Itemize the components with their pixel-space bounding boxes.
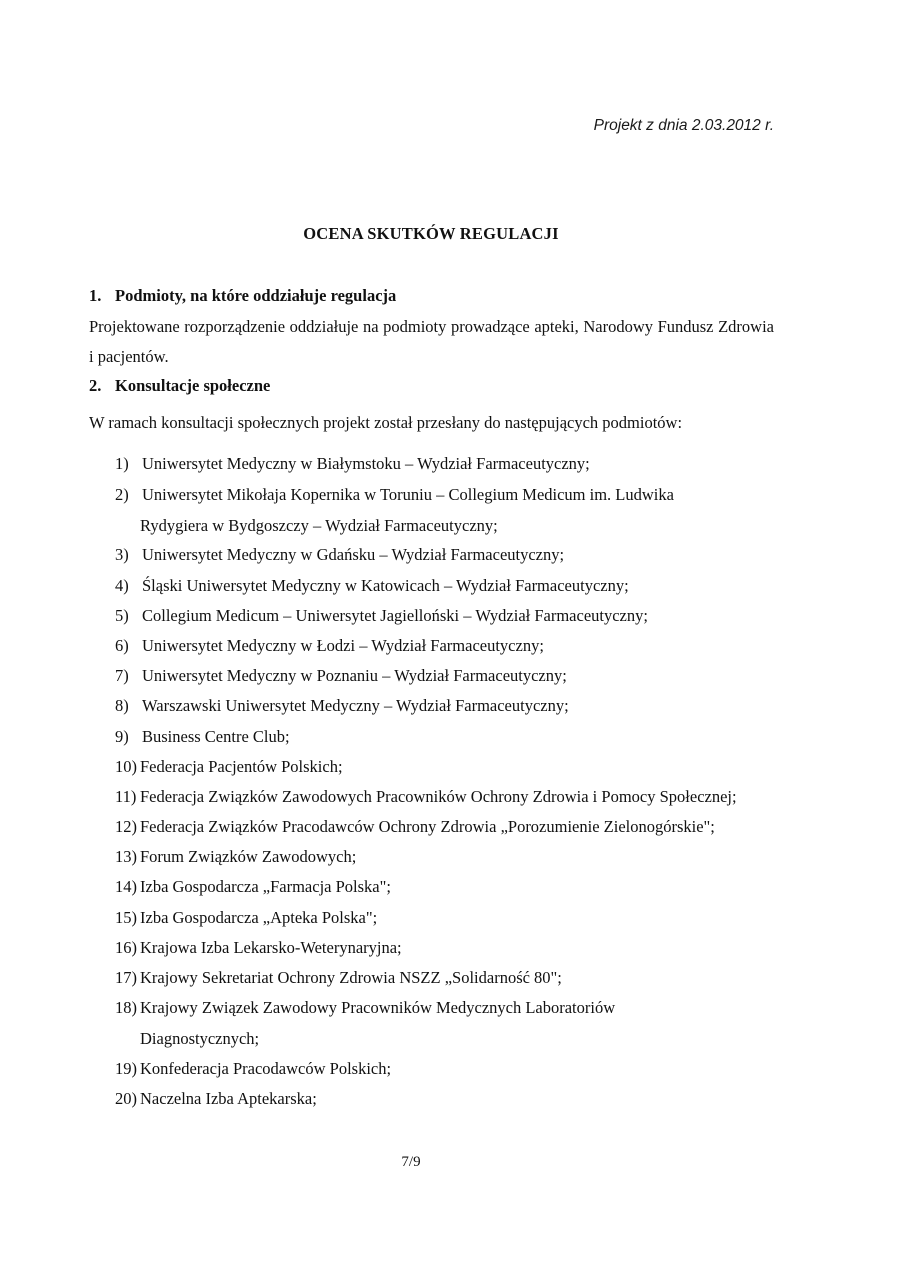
document-title: OCENA SKUTKÓW REGULACJI [303, 224, 559, 243]
list-item-number: 13) [115, 847, 137, 866]
project-date: Projekt z dnia 2.03.2012 r. [593, 117, 774, 134]
list-item-text: Uniwersytet Medyczny w Łodzi – Wydział Farmaceutyczny; [142, 636, 544, 655]
list-item [115, 998, 615, 1049]
list-item-number: 2) [115, 485, 129, 504]
list-item-text: Izba Gospodarcza „Apteka Polska"; [140, 908, 378, 927]
list-item-number: 8) [115, 696, 129, 715]
list-item-text: Uniwersytet Medyczny w Gdańsku – Wydział Farmaceutyczny; [142, 545, 565, 564]
list-item-number: 14) [115, 877, 137, 896]
list-item [115, 666, 567, 686]
list-item-number: 10) [115, 757, 137, 776]
list-item-text: Krajowy Związek Zawodowy Pracowników Medycznych Laboratoriów [140, 998, 616, 1017]
list-item [115, 847, 356, 867]
list-item-text: Uniwersytet Medyczny w Poznaniu – Wydział Farmaceutyczny; [142, 666, 567, 685]
section-2-number: 2. [89, 376, 102, 395]
section-1-number: 1. [89, 286, 102, 305]
list-item [115, 576, 629, 596]
list-item [115, 1089, 317, 1109]
list-item-number: 15) [115, 908, 137, 927]
list-item-text: Izba Gospodarcza „Farmacja Polska"; [140, 877, 391, 896]
list-item-number: 11) [115, 787, 137, 806]
list-item-text: Federacja Pacjentów Polskich; [140, 757, 343, 776]
section-1-title: Podmioty, na które oddziałuje regulacja [115, 286, 397, 305]
list-item-text: Naczelna Izba Aptekarska; [140, 1089, 317, 1108]
list-item-number: 17) [115, 968, 137, 987]
section-1-heading [89, 286, 396, 306]
list-item [115, 454, 590, 474]
list-item-text: Warszawski Uniwersytet Medyczny – Wydział Farmaceutyczny; [142, 696, 569, 715]
list-item [115, 1059, 391, 1079]
list-item [115, 787, 737, 807]
list-item-number: 6) [115, 636, 129, 655]
list-item-number: 18) [115, 998, 137, 1017]
section-1-paragraph: Projektowane rozporządzenie oddziałuje na podmioty prowadzące apteki, Narodowy Fundusz Zdrowia i pacjentów. [89, 317, 774, 366]
section-2-intro: W ramach konsultacji społecznych projekt został przesłany do następujących podmiotów: [89, 413, 683, 432]
list-item-text: Business Centre Club; [142, 727, 290, 746]
list-item-number: 1) [115, 454, 129, 473]
list-item-number: 12) [115, 817, 137, 836]
list-item-number: 9) [115, 727, 129, 746]
list-item-text: Federacja Związków Pracodawców Ochrony Zdrowia „Porozumienie Zielonogórskie"; [140, 817, 715, 836]
list-item [115, 757, 343, 777]
list-item-number: 20) [115, 1089, 137, 1108]
list-item-text: Federacja Związków Zawodowych Pracowników Ochrony Zdrowia i Pomocy Społecznej; [140, 787, 737, 806]
list-item-number: 16) [115, 938, 137, 957]
list-item-text: Uniwersytet Mikołaja Kopernika w Toruniu – Collegium Medicum im. Ludwika [142, 485, 674, 504]
list-item [115, 938, 402, 958]
list-item-text: Collegium Medicum – Uniwersytet Jagielloński – Wydział Farmaceutyczny; [142, 606, 648, 625]
list-item [115, 485, 674, 536]
list-item-continuation: Diagnostycznych; [140, 1029, 260, 1048]
list-item-text: Śląski Uniwersytet Medyczny w Katowicach – Wydział Farmaceutyczny; [142, 576, 629, 595]
list-item-text: Krajowa Izba Lekarsko-Weterynaryjna; [140, 938, 402, 957]
list-item-text: Uniwersytet Medyczny w Białymstoku – Wydział Farmaceutyczny; [142, 454, 590, 473]
list-item-number: 3) [115, 545, 129, 564]
section-2-title: Konsultacje społeczne [115, 376, 271, 395]
list-item-continuation: Rydygiera w Bydgoszczy – Wydział Farmaceutyczny; [140, 516, 498, 535]
list-item [115, 908, 377, 928]
list-item-text: Konfederacja Pracodawców Polskich; [140, 1059, 392, 1078]
list-item-number: 7) [115, 666, 129, 685]
section-2-heading [89, 376, 270, 396]
list-item-number: 4) [115, 576, 129, 595]
list-item [115, 696, 569, 716]
list-item [115, 545, 564, 565]
list-item-number: 19) [115, 1059, 137, 1078]
list-item-text: Forum Związków Zawodowych; [140, 847, 357, 866]
list-item [115, 968, 562, 988]
list-item-number: 5) [115, 606, 129, 625]
list-item [115, 817, 715, 837]
page-number: 7/9 [401, 1154, 421, 1170]
list-item [115, 636, 544, 656]
list-item [115, 877, 391, 897]
list-item [115, 606, 648, 626]
list-item [115, 727, 290, 747]
list-item-text: Krajowy Sekretariat Ochrony Zdrowia NSZZ „Solidarność 80"; [140, 968, 562, 987]
